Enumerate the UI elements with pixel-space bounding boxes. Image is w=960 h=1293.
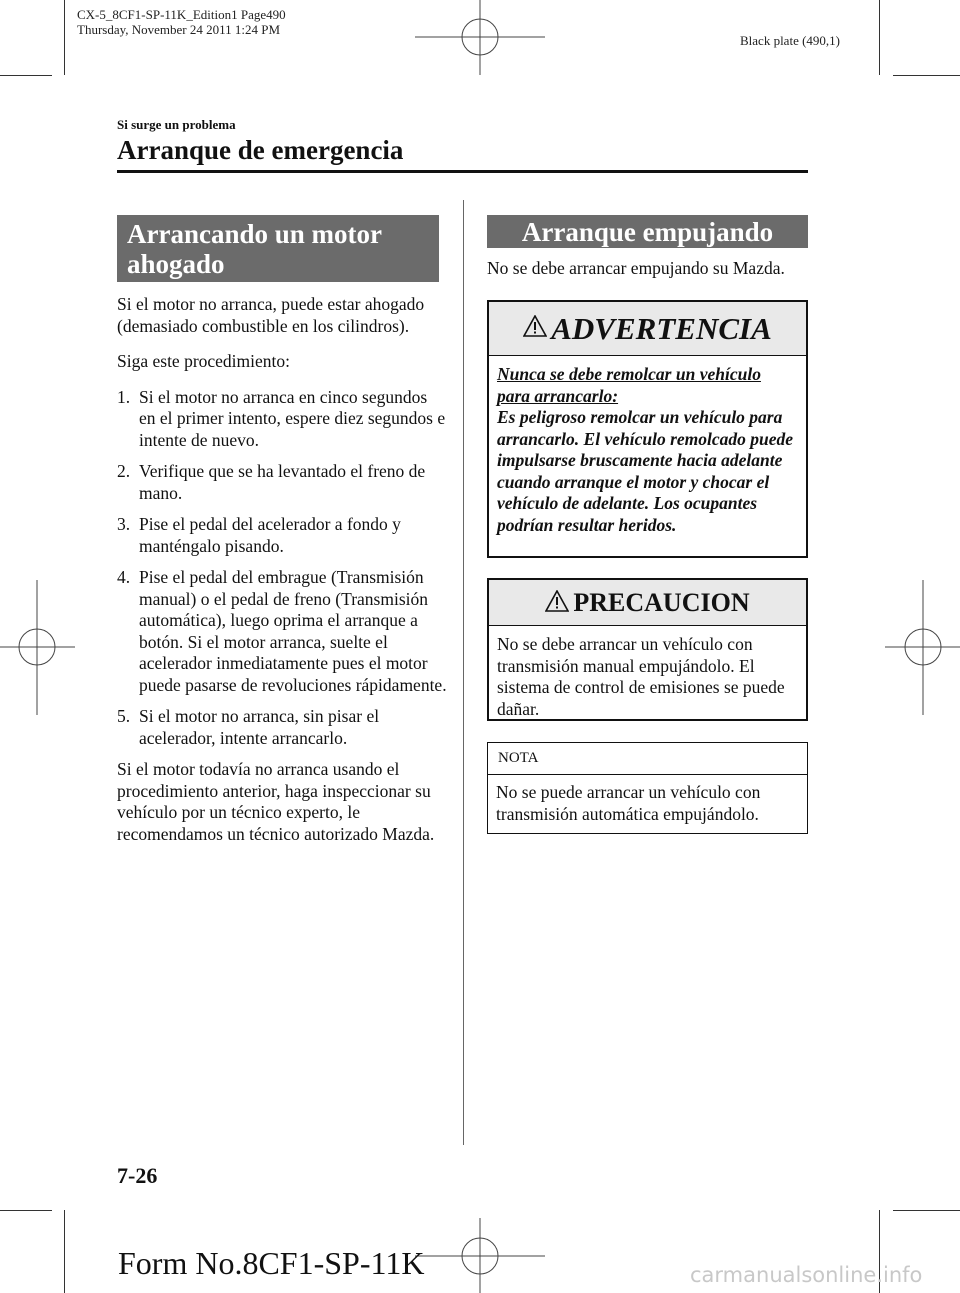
caution-box-header [489, 580, 806, 626]
print-header-date: Thursday, November 24 2011 1:24 PM [77, 22, 281, 37]
crop-mark [893, 75, 960, 76]
section-label: Si surge un problema [117, 117, 236, 132]
left-section-heading [117, 215, 439, 282]
print-header-file: CX-5_8CF1-SP-11K_Edition1 Page490 [77, 7, 286, 22]
warning-text: Es peligroso remolcar un vehículo para arrancarlo. El vehículo remolcado puede impulsarse bruscamente hacia adelante cuando arranque el motor y chocar el vehículo de adelante. Los ocupantes podrían resultar heridos. [497, 407, 794, 535]
registration-mark-right [885, 580, 960, 715]
intro-paragraph: Si el motor no arranca, puede estar ahogado (demasiado combustible en los cilindros). [117, 294, 425, 336]
page-number: 7-26 [117, 1163, 158, 1188]
list-item: 4. Pise el pedal del embrague (Transmisión manual) o el pedal de freno (Transmisión automática), luego oprima el arranque a botón. Si el motor arranca, suelte el acelerador inmediatamente pues el motor puede pasarse de revoluciones rápidamente. [117, 567, 447, 695]
procedure-steps [117, 387, 447, 750]
crop-mark [893, 1210, 960, 1211]
left-heading-line2: ahogado [127, 249, 225, 279]
note-body: No se puede arrancar un vehículo con transmisión automática empujándolo. [496, 782, 761, 824]
chapter-title: Arranque de emergencia [117, 135, 404, 165]
closing-paragraph: Si el motor todavía no arranca usando el procedimiento anterior, haga inspeccionar su vehículo por un técnico experto, le recomendamos un técnico autorizado Mazda. [117, 759, 435, 844]
warning-lead: Nunca se debe remolcar un vehículo para arrancarlo: [497, 364, 761, 406]
print-header-plate: Black plate (490,1) [740, 33, 840, 48]
note-title: NOTA [488, 743, 807, 775]
warning-body [489, 356, 806, 536]
list-item: 3. Pise el pedal del acelerador a fondo y manténgalo pisando. [117, 514, 401, 556]
crop-mark [879, 0, 880, 75]
note-box [487, 742, 808, 834]
warning-box-header [489, 302, 806, 356]
crop-mark [0, 75, 52, 76]
crop-mark [0, 1210, 52, 1211]
caution-body: No se debe arrancar un vehículo con transmisión manual empujándolo. El sistema de control de emisiones se puede dañar. [497, 634, 785, 719]
warning-triangle-icon [523, 315, 547, 337]
column-divider [463, 200, 464, 1145]
list-item: 5. Si el motor no arranca, sin pisar el acelerador, intente arrancarlo. [117, 706, 380, 748]
chapter-rule [117, 170, 808, 173]
push-start-intro: No se debe arrancar empujando su Mazda. [487, 258, 785, 278]
left-column-body [117, 294, 447, 845]
crop-mark [64, 0, 65, 75]
registration-mark-bottom [415, 1218, 545, 1293]
print-header [77, 7, 286, 37]
right-section-heading: Arranque empujando [487, 215, 808, 248]
caution-title: PRECAUCION [573, 587, 750, 617]
watermark: carmanualsonline.info [690, 1263, 923, 1287]
warning-title: ADVERTENCIA [551, 310, 772, 346]
caution-box [487, 578, 808, 721]
form-number: Form No.8CF1-SP-11K [118, 1245, 425, 1281]
procedure-label: Siga este procedimiento: [117, 351, 291, 371]
crop-mark [64, 1210, 65, 1293]
warning-box [487, 300, 808, 558]
warning-triangle-icon [545, 590, 569, 612]
registration-mark-left [0, 580, 75, 715]
left-heading-line1: Arrancando un motor [127, 219, 382, 249]
list-item: 2. Verifique que se ha levantado el freno de mano. [117, 461, 426, 503]
registration-mark-top [415, 0, 545, 75]
list-item: 1. Si el motor no arranca en cinco segundos en el primer intento, espere diez segundos e intente de nuevo. [117, 386, 446, 450]
